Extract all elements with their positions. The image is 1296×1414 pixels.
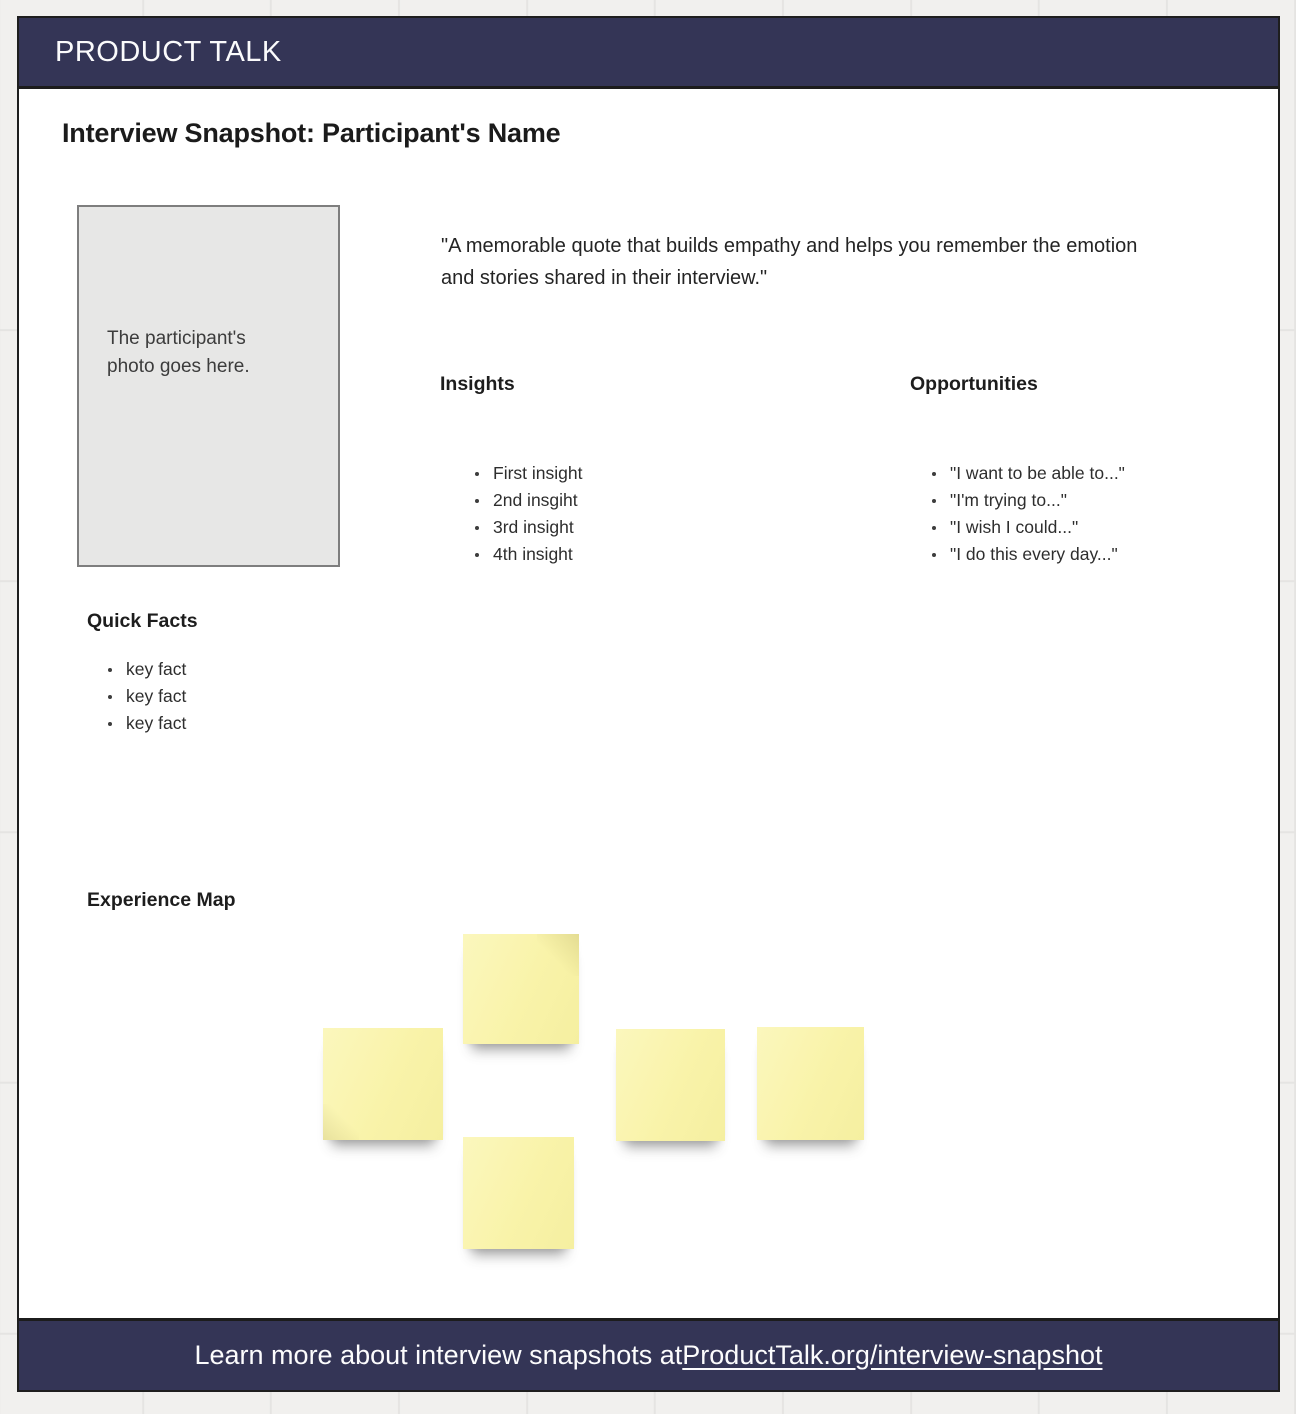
- insights-list: [474, 460, 582, 568]
- sticky-note[interactable]: [616, 1029, 725, 1141]
- insight-item: 2nd insgiht: [474, 487, 582, 514]
- opportunity-item: "I want to be able to...": [931, 460, 1125, 487]
- footer-bar: [19, 1318, 1278, 1390]
- interview-snapshot-card: [17, 16, 1280, 1392]
- sticky-note[interactable]: [463, 1137, 574, 1249]
- sticky-note[interactable]: [757, 1027, 864, 1140]
- photo-placeholder[interactable]: [77, 205, 340, 567]
- insight-item: 3rd insight: [474, 514, 582, 541]
- quick-fact-item: key fact: [107, 656, 186, 683]
- header-bar: [19, 18, 1278, 89]
- quick-fact-item: key fact: [107, 710, 186, 737]
- footer-text: Learn more about interview snapshots at: [194, 1340, 683, 1370]
- quick-facts-list: [107, 656, 186, 737]
- opportunity-item: "I wish I could...": [931, 514, 1125, 541]
- quick-facts-heading: Quick Facts: [87, 610, 198, 632]
- opportunities-list: [931, 460, 1125, 568]
- insights-heading: Insights: [440, 373, 515, 395]
- memorable-quote: "A memorable quote that builds empathy and helps you remember the emotion and stories shared in their interview.": [441, 235, 1138, 289]
- experience-map-heading: Experience Map: [87, 889, 236, 911]
- sticky-note[interactable]: [323, 1028, 443, 1140]
- sticky-note[interactable]: [463, 934, 579, 1044]
- brand-title: PRODUCT TALK: [55, 35, 282, 68]
- page-title: Interview Snapshot: Participant's Name: [62, 118, 561, 148]
- opportunity-item: "I do this every day...": [931, 541, 1125, 568]
- insight-item: First insight: [474, 460, 582, 487]
- photo-placeholder-text: The participant's photo goes here.: [107, 328, 250, 377]
- opportunities-heading: Opportunities: [910, 373, 1038, 395]
- opportunity-item: "I'm trying to...": [931, 487, 1125, 514]
- insight-item: 4th insight: [474, 541, 582, 568]
- quick-fact-item: key fact: [107, 683, 186, 710]
- footer-link[interactable]: ProductTalk.org/interview-snapshot: [682, 1340, 1103, 1370]
